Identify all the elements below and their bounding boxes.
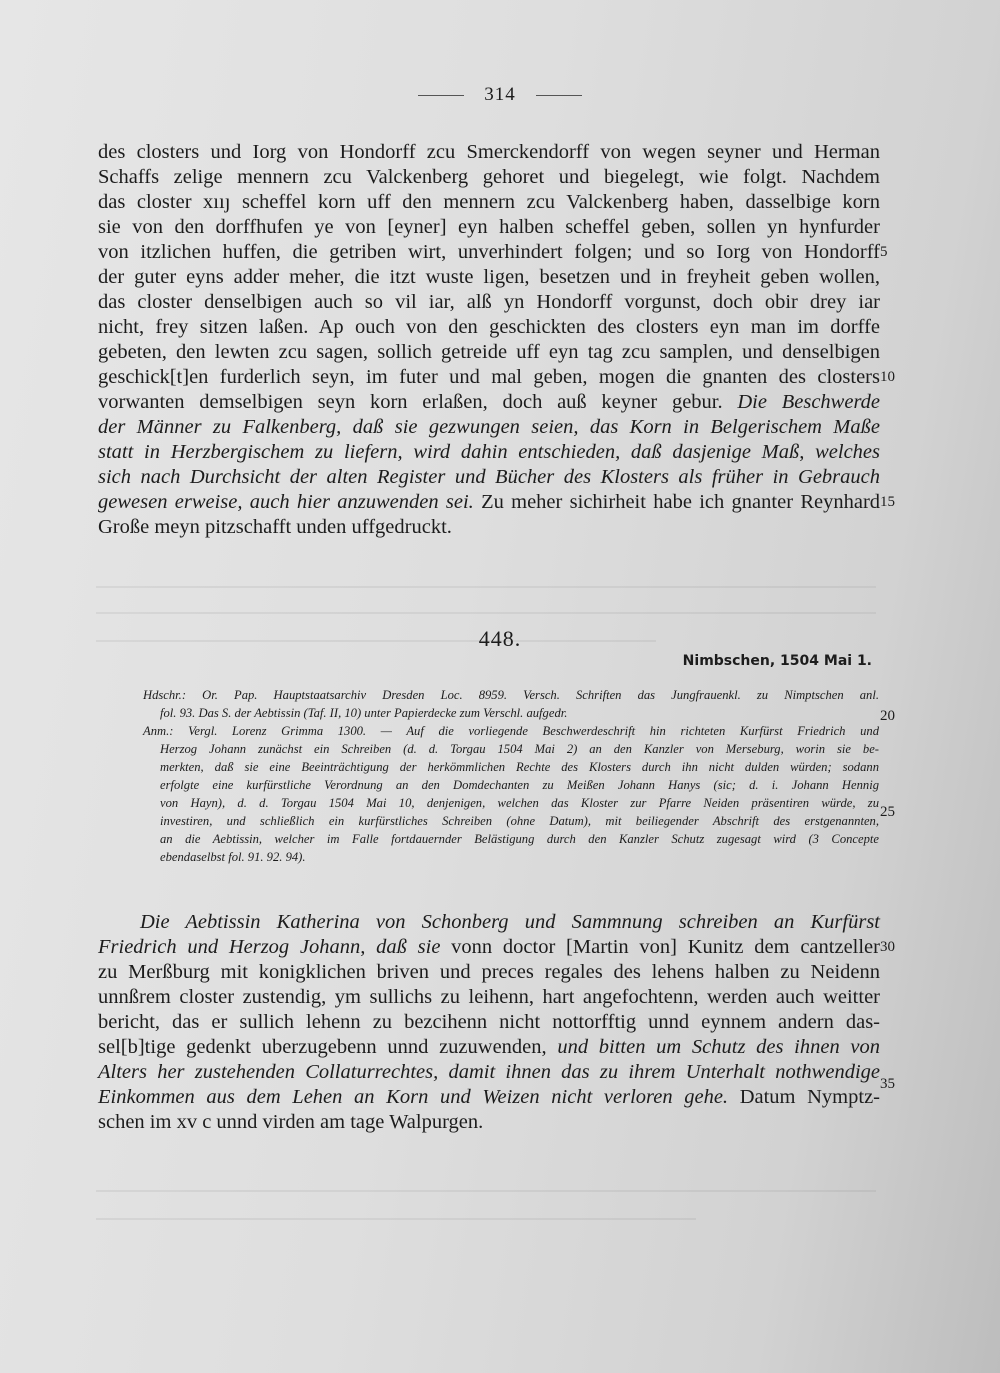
note-line: von Hayn), d. d. Torgau 1504 Mai 10, denjenigen, welchen das Kloster zur Pfarre Neiden präsentiren würde, zu (160, 796, 879, 810)
text-line: nicht, frey sitzen laßen. Ap ouch von den geschickten des closters eyn man im dorffe (98, 316, 880, 338)
italic-run: statt in Herzbergischem zu liefern, wird dahin entschieden, daß dasjenige Maß, welches (98, 441, 880, 463)
line-number: 10 (880, 369, 895, 385)
page-number: 314 (484, 84, 516, 105)
note-line (143, 686, 879, 704)
text-line: das closter denselbigen auch so vil iar, alß yn Hondorff vorgunst, doch obir drey iar (98, 291, 880, 313)
text-line: sie von den dorffhufen ye von [eyner] eyn halben scheffel geben, sollen yn hynfurder (98, 216, 880, 238)
italic-run: gewesen erweise, auch hier anzuwenden sei. (98, 491, 474, 513)
text-line: Große meyn pitzschafft unden uffgedruckt. (98, 516, 452, 538)
note-line (143, 722, 879, 740)
note-text: Or. Pap. Hauptstaatsarchiv Dresden Loc. 8959. Versch. Schriften das Jungfrauenkl. zu Nimptschen anl. (202, 688, 880, 702)
roman-run: Datum Nymptz- (739, 1086, 881, 1108)
note-line: an die Aebtissin, welcher im Falle fortdauernder Belästigung durch den Kanzler Schutz zugesagt wird (3 Concepte (160, 832, 879, 846)
text-line: Schaffs zelige mennern zcu Valckenberg gehoret und biegelegt, wie folgt. Nachdem (98, 166, 880, 188)
bleed-through-mark (96, 612, 876, 614)
roman-run: vonn doctor [Martin von] Kunitz dem cantzeller (451, 936, 880, 958)
anm-label: Anm.: (143, 724, 174, 738)
italic-run: Einkommen aus dem Lehen an Korn und Weizen nicht verloren gehe. (98, 1086, 729, 1108)
line-number: 30 (880, 939, 895, 955)
text-line (98, 935, 880, 959)
text-line (98, 1085, 880, 1109)
note-line: Herzog Johann zunächst ein Schreiben (d. d. Torgau 1504 Mai 2) an den Kanzler von Merseburg, worin sie be- (160, 742, 879, 756)
italic-run: sich nach Durchsicht der alten Register und Bücher des Klosters als früher in Gebrauch (98, 466, 880, 488)
italic-run: der Männer zu Falkenberg, daß sie gezwungen seien, das Korn in Belgerischem Maße (98, 416, 880, 438)
bleed-through-mark (96, 1218, 696, 1220)
text-line: gebeten, den lewten zcu sagen, sollich getreide uff eyn tag zcu samplen, und denselbigen (98, 341, 880, 363)
text-line: zu Merßburg mit konigklichen briven und preces regales des lehens halben zu Neidenn (98, 961, 880, 983)
italic-run: Die Beschwerde (737, 391, 881, 413)
text-line: von itzlichen huffen, die getriben wirt, unverhindert folgen; und so Iorg von Hondorff (98, 241, 880, 263)
text-line (98, 415, 880, 439)
note-line: fol. 93. Das S. der Aebtissin (Taf. II, 10) unter Papierdecke zum Verschl. aufgedr. (160, 706, 568, 720)
header-rule-left (418, 95, 464, 96)
hdschr-label: Hdschr.: (143, 688, 187, 702)
text-line: schen im xv c unnd virden am tage Walpurgen. (98, 1111, 484, 1133)
line-number: 5 (880, 244, 888, 260)
text-line (98, 1035, 880, 1059)
bleed-through-mark (96, 1190, 876, 1192)
text-line (98, 490, 880, 514)
document-number: 448. (478, 626, 522, 651)
header-rule-right (536, 95, 582, 96)
italic-run: Friedrich und Herzog Johann, daß sie (98, 936, 441, 958)
text-line: des closters und Iorg von Hondorff zcu Smerckendorff von wegen seyner und Herman (98, 141, 880, 163)
text-line (98, 465, 880, 489)
page-header (0, 84, 1000, 114)
line-number: 20 (880, 708, 895, 724)
text-line (98, 1060, 880, 1084)
line-number: 25 (880, 804, 895, 820)
text-line: geschick[t]en furderlich seyn, im futer und mal geben, mogen die gnanten des closters (98, 366, 880, 388)
text-line (98, 440, 880, 464)
line-number: 35 (880, 1076, 895, 1092)
roman-run: Zu meher sichirheit habe ich gnanter Reynhard (481, 491, 881, 513)
note-line: merkten, daß sie eine Beeinträchtigung der herkömmlichen Rechte des Klosters durch ihn nicht dulden würden; sodann (160, 760, 879, 774)
text-line (140, 910, 880, 934)
note-line: erfolgte eine kurfürstliche Verordnung an den Domdechanten zu Meißen Johann Hanys (sic; d. i. Johann Hennig (160, 778, 879, 792)
line-number: 15 (880, 494, 895, 510)
text-line: das closter xııȷ scheffel korn uff den mennern zcu Valckenberg haben, dasselbige korn (98, 191, 880, 213)
text-line: bericht, das er sullich lehenn zu bezcihenn nicht nottorfftig unnd eynnem andern das- (98, 1011, 880, 1033)
text-line: der guter eyns adder meher, die itzt wuste ligen, besetzen und in freyheit geben wollen, (98, 266, 880, 288)
text-line: unnßrem closter zustendig, ym sullichs zu leihenn, hart angefochtenn, werden auch weitter (98, 986, 880, 1008)
note-line: ebendaselbst fol. 91. 92. 94). (160, 850, 306, 864)
roman-run: sel[b]tige gedenkt uberzugebenn unnd zuzuwenden, (98, 1036, 547, 1058)
text-line (98, 390, 880, 414)
note-line: investiren, und schließlich ein kurfürstliches Schreiben (ohne Datum), mit beiliegender Abschrift des erstgenannten, (160, 814, 879, 828)
italic-run: Die Aebtissin Katherina von Schonberg und Sammnung schreiben an Kurfürst (140, 911, 880, 933)
note-text: Vergl. Lorenz Grimma 1300. — Auf die vorliegende Beschwerdeschrift hin richteten Kurfürst Friedrich und (188, 724, 879, 738)
document-place-date: Nimbschen, 1504 Mai 1. (682, 653, 872, 669)
roman-run: vorwanten demselbigen seyn korn erlaßen, doch auß keyner gebur. (98, 391, 723, 413)
italic-run: Alters her zustehenden Collaturrechtes, damit ihnen das zu ihrem Unterhalt nothwendige (98, 1061, 880, 1083)
italic-run: und bitten um Schutz des ihnen von (557, 1036, 881, 1058)
bleed-through-mark (96, 586, 876, 588)
